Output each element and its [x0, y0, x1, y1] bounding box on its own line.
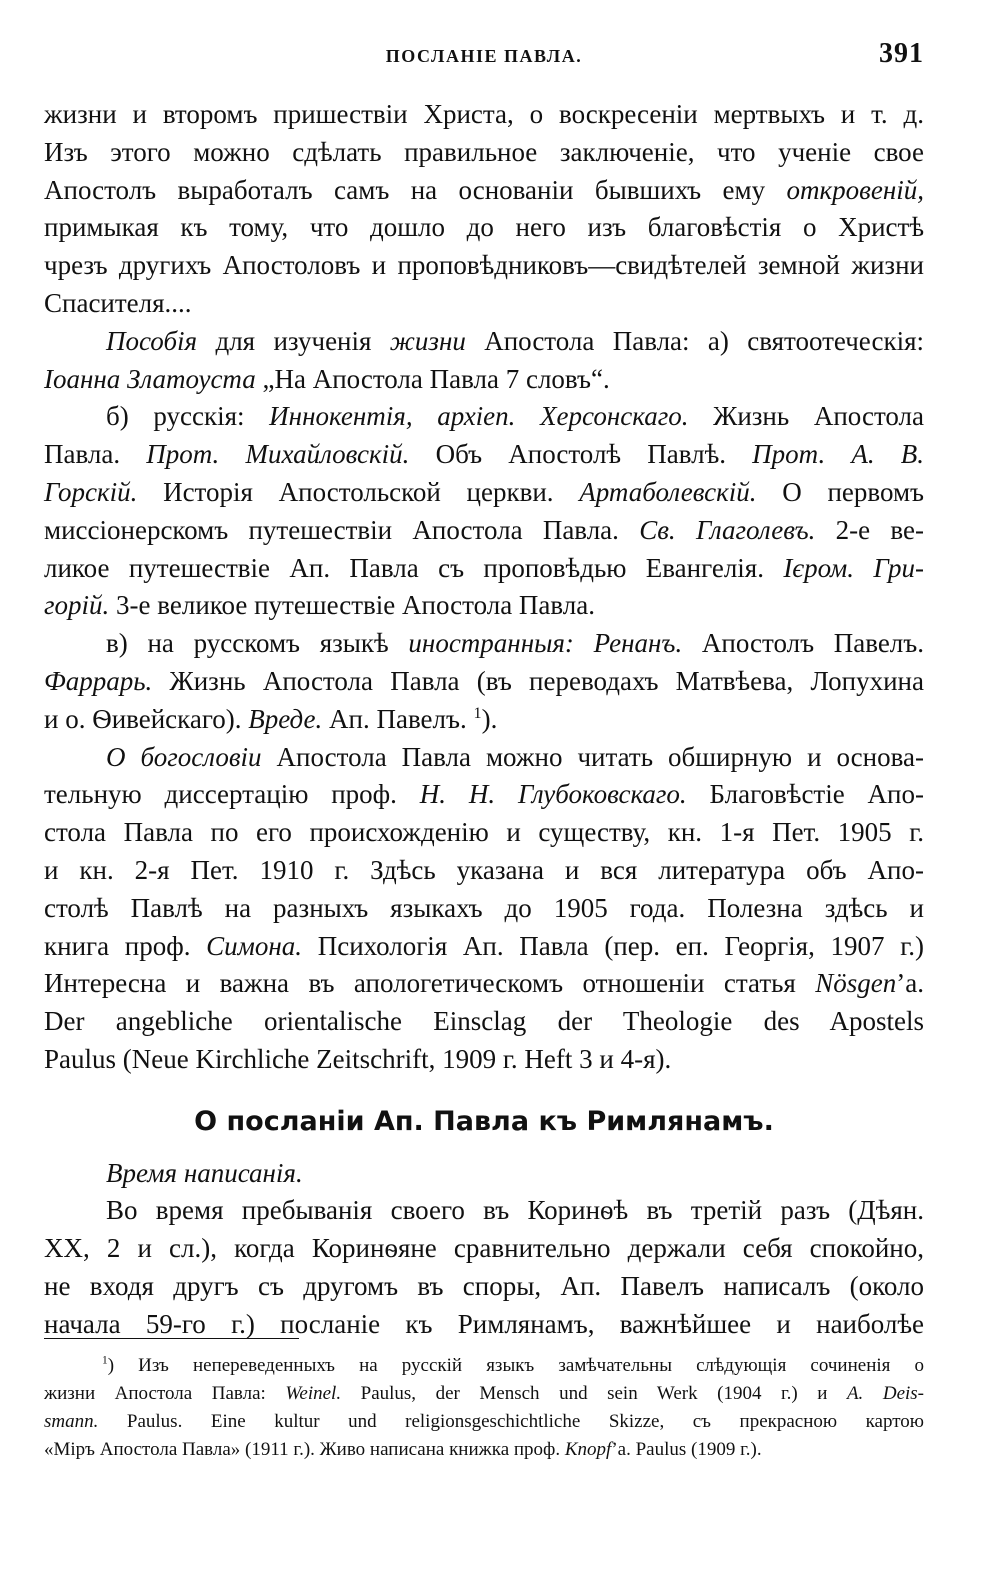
- italic-author: Ієром. Гри-: [783, 552, 924, 583]
- text-span: ) Изъ непереведенныхъ на русскій языкъ замѣчательны слѣдующія сочиненія о: [107, 1355, 924, 1376]
- text-line: [44, 928, 924, 966]
- text-line: [44, 701, 924, 739]
- italic-author: Вреде.: [248, 703, 323, 734]
- text-span: жизни и второмъ пришествіи Христа, о воскресеніи мертвыхъ и т. д.: [44, 99, 924, 129]
- text-span: Интересна и важна въ апологетическомъ отношеніи статья: [44, 968, 816, 999]
- text-span: Изъ этого можно сдѣлать правильное заключеніе, что ученіе свое: [44, 136, 924, 167]
- italic-term: жизни: [389, 325, 466, 356]
- italic-author: Weinel.: [285, 1383, 342, 1404]
- text-line: [44, 550, 924, 588]
- text-span: Апостола Павла: а) святоотеческія:: [465, 325, 924, 356]
- italic-term: иностранныя:: [408, 628, 574, 659]
- italic-term: О богословіи: [106, 741, 262, 772]
- text-span: миссіонерскомъ путешествіи Апостола Павла.: [44, 514, 640, 545]
- text-span: столѣ Павлѣ на разныхъ языкахъ до 1905 года. Полезна здѣсь и: [44, 892, 924, 923]
- text-span: Исторія Апостольской церкви.: [137, 476, 580, 507]
- text-span: Апостолъ выработалъ самъ на основаніи бывшихъ ему: [44, 174, 787, 205]
- italic-author: A. Deis-: [846, 1383, 924, 1404]
- footnote-mark: 1: [102, 1354, 108, 1367]
- text-span: „На Апостола Павла 7 словъ“.: [255, 363, 610, 394]
- text-span: Павла.: [44, 439, 147, 470]
- text-span: Paulus, der Mensch und sein Werk (1904 г.) и: [341, 1383, 847, 1404]
- italic-term: Пособія: [106, 325, 198, 356]
- text-line: [44, 1003, 924, 1041]
- text-span: Жизнь Апостола Павла (въ переводахъ Матвѣева, Лопухина: [152, 665, 924, 696]
- italic-author: Nösgen: [815, 968, 897, 999]
- text-span: чрезъ другихъ Апостоловъ и проповѣдниковъ—свидѣтелей земной жизни: [44, 250, 924, 281]
- italic-author: Артаболевскій.: [579, 476, 757, 507]
- text-span: ’а.: [896, 968, 924, 999]
- text-span: Психологія Ап. Павла (пер. еп. Георгія, 1907 г.): [302, 930, 924, 961]
- text-span: и о. Ѳивейскаго).: [44, 703, 249, 734]
- italic-author: Іоанна Златоуста: [44, 363, 256, 394]
- italic-author: Иннокентія, архіеп. Херсонскаго.: [269, 401, 689, 432]
- text-line: [44, 1041, 924, 1079]
- text-line: [44, 134, 924, 172]
- text-line: [44, 739, 924, 777]
- text-span: Объ Апостолѣ Павлѣ.: [409, 439, 753, 470]
- running-title: ПОСЛАНІЕ ПАВЛА.: [385, 46, 583, 66]
- text-line: [44, 361, 924, 399]
- italic-author: Ренанъ.: [593, 628, 683, 659]
- italic-author: Фаррарь.: [44, 665, 153, 696]
- text-span: не входя другъ съ другомъ въ споры, Ап. Павелъ написалъ (около: [44, 1270, 924, 1301]
- text-line: [44, 1192, 924, 1230]
- italic-author: Горскій.: [44, 476, 138, 507]
- text-span: 3-е великое путешествіе Апостола Павла.: [109, 590, 596, 621]
- text-span: XX, 2 и сл.), когда Коринѳяне сравнительно держали себя спокойно,: [44, 1233, 924, 1264]
- text-span: ).: [481, 703, 498, 734]
- text-span: тельную диссертацію проф.: [44, 779, 420, 810]
- text-span: начала 59-го г.) посланіе къ Римлянамъ, важнѣйшее и наиболѣе: [44, 1308, 924, 1339]
- text-line: [44, 474, 924, 512]
- text-span: О первомъ: [756, 476, 924, 507]
- text-span: «Міръ Апостола Павла» (1911 г.). Живо написана книжка проф.: [44, 1439, 565, 1460]
- footnote-line: [44, 1352, 924, 1380]
- text-line: [44, 96, 924, 134]
- text-line: [44, 814, 924, 852]
- italic-author: Симона.: [206, 930, 303, 961]
- footnote-line: [44, 1408, 924, 1436]
- text-span: книга проф.: [44, 930, 207, 961]
- text-span: Апостолъ Павелъ.: [682, 628, 924, 659]
- body-text: [44, 96, 924, 1344]
- text-line: [44, 172, 924, 210]
- text-line: [44, 209, 924, 247]
- text-line: [44, 625, 924, 663]
- footnote-ref: 1: [473, 703, 482, 722]
- text-span: Жизнь Апостола: [688, 401, 924, 432]
- text-span: Апостола Павла можно читать обширную и основа-: [261, 741, 924, 772]
- text-span: жизни Апостола Павла:: [44, 1383, 286, 1404]
- text-span: примыкая къ тому, что дошло до него изъ благовѣстія о Христѣ: [44, 212, 924, 243]
- text-line: [44, 512, 924, 550]
- text-line: [44, 965, 924, 1003]
- text-line: [44, 285, 924, 323]
- section-heading: О посланіи Ап. Павла къ Римлянамъ.: [194, 1105, 774, 1137]
- footnote-line: [44, 1380, 924, 1408]
- italic-author: горій.: [44, 590, 110, 621]
- italic-author: Knopf: [564, 1439, 612, 1460]
- text-span: Благовѣстіе Апо-: [686, 779, 924, 810]
- text-line: [44, 663, 924, 701]
- text-span: в) на русскомъ языкѣ: [106, 628, 409, 659]
- text-span: [574, 628, 594, 658]
- text-line: [44, 436, 924, 474]
- text-span: 2-е ве-: [815, 514, 924, 545]
- text-span: Ап. Павелъ.: [322, 703, 474, 734]
- footnote-line: [44, 1436, 924, 1464]
- text-line: [44, 1268, 924, 1306]
- text-span: стола Павла по его происхожденію и существу, кн. 1-я Пет. 1905 г.: [44, 817, 924, 848]
- italic-author: Св. Глаголевъ.: [639, 514, 816, 545]
- text-span: ’а. Paulus (1909 г.).: [611, 1439, 762, 1460]
- italic-author: smann.: [44, 1411, 99, 1432]
- text-span: Во время пребыванія своего въ Коринѳѣ въ третій разъ (Дѣян.: [106, 1195, 924, 1226]
- text-span: Paulus. Eine kultur und religionsgeschichtliche Skizze, съ прекрасною картою: [98, 1411, 924, 1432]
- italic-author: Прот. Михайловскій.: [146, 439, 410, 470]
- footnote-divider: [44, 1338, 299, 1339]
- text-span: Paulus (Neue Kirchliche Zeitschrift, 1909 г. Heft 3 и 4-я).: [44, 1043, 672, 1074]
- running-head: [44, 38, 924, 78]
- footnotes: [44, 1352, 924, 1464]
- text-span: Спасителя....: [44, 287, 192, 318]
- page-number: 391: [879, 38, 924, 69]
- text-line: [44, 890, 924, 928]
- italic-term: откровеній,: [786, 174, 924, 205]
- text-span: б) русскія:: [106, 401, 270, 432]
- text-line: [44, 398, 924, 436]
- italic-author: Прот. А. В.: [752, 439, 925, 470]
- text-span: и кн. 2-я Пет. 1910 г. Здѣсь указана и вся литература объ Апо-: [44, 854, 924, 885]
- text-line: [44, 1230, 924, 1268]
- text-line: [44, 776, 924, 814]
- text-line: [44, 587, 924, 625]
- text-span: для изученія: [197, 325, 390, 356]
- text-span: ликое путешествіе Ап. Павла съ проповѣдью Евангелія.: [44, 552, 784, 583]
- subheading: [44, 1155, 924, 1193]
- text-line: [44, 852, 924, 890]
- text-line: [44, 323, 924, 361]
- italic-author: Н. Н. Глубоковскаго.: [419, 779, 687, 810]
- text-span: Der angebliche orientalische Einsclag der Theologie des Apostels: [44, 1006, 924, 1037]
- subheading-text: Время написанія.: [106, 1157, 303, 1188]
- text-line: [44, 247, 924, 285]
